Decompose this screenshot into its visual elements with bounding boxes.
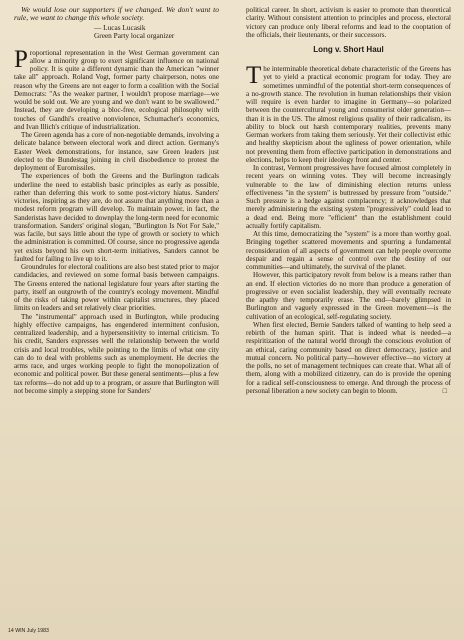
epigraph-attribution — [14, 24, 213, 41]
right-column — [246, 6, 451, 634]
paragraph-interminable-text: he interminable theoretical debate characteristic of the Greens has yet to yield a practical economic program for today. They are sometimes unmindful of the potential short-term consequences of a no-growth stance. The revolution in human relationships their vision will require is even harder to imagine in Germany—so polarized between the countercultural young and consumerist older generation—than it is in the US. The almost religious quality of their radicalism, its ability to block out harsh contemporary realities, prevents many German workers from taking them seriously. Yet their collectivist ethic and healthy skepticism about the ugliness of power orientation, while not preventing them from effective participation in demonstrations and elections, helps to keep their ideology front and center. — [246, 65, 451, 164]
paragraph-proportional-text: roportional representation in the West German government can allow a minority group to exert significant influence on national policy. It is quite a different dynamic than the American "winner take all" approach. Roland Vogt, former party chairperson, notes one reason why the Greens are not eager to form a coalition with the Social Democrats: "As the weaker partner, I wouldn't propose marriage—we would be sold out. We are young and we don't want to be swallowed." Instead, they are developing a bloc-free, ecological philosophy with touches of Gandhi's creative nonviolence, Schumacher's economics, and Ivan Illich's critique of industrialization. — [14, 48, 219, 131]
attribution-title: Green Party local organizer — [94, 31, 175, 41]
paragraph-interminable — [246, 62, 451, 164]
paragraph-however: However, this participatory revolt from below is a means rather than an end. If election victories do no more than produce a generation of progressive or even socialist leadership, they will eventually recreate the apathy they temporarily erase. The end—barely glimpsed in Burlington and vaguely expressed in the Green movement—is the cultivation of an ecological, self-regulating society. — [246, 271, 451, 321]
drop-cap-p: P — [14, 45, 28, 73]
left-column — [14, 6, 219, 631]
section-subhead: Long v. Short Haul — [313, 45, 384, 54]
paragraph-in-contrast: In contrast, Vermont progressives have focused almost completely in recent years on winning votes. They will become increasingly vulnerable to the law of diminishing election returns unless effectiveness "in the system" is buttressed by pressure from "outside." Such pressure is a hedge against complacency; it acknowledges that merely administering the existing system "progressively" could lead to a dead end. Being more "efficient" than the establishment could actually fortify capitalism. — [246, 164, 451, 230]
end-mark: □ — [442, 386, 447, 395]
drop-cap-t: T — [246, 62, 262, 89]
paragraph-when-first-elected-text: When first elected, Bernie Sanders talked of wanting to help seed a rebirth of the human spirit. That is indeed what is needed—a respiritization of the natural world through the conscious evolution of an ethical, caring community based on direct democracy, justice and mutual concern. No political party—however effective—no victory at the polls, no set of management techniques can create that. What all of them, along with a mobilized citizenry, can do is provide the opening for a radical self-consciousness to emerge. And through the process of personal liberation a new society can begin to bloom. — [246, 320, 451, 395]
epigraph-quote: We would lose our supporters if we changed. We don't want to rule, we want to change this whole society. — [14, 6, 219, 23]
paragraph-proportional — [14, 45, 219, 132]
paragraph-experiences: The experiences of both the Greens and the Burlington radicals underline the need to establish basic principles as early as possible, rather than deferring this work to some post-victory hiatus. Sanders' victories, inspiring as they are, do not assure that anything more than a modest reform program will develop. To maintain power, in fact, the Sanderistas have decided to downplay the long-term need for economic transformation. Sanders' original slogan, "Burlington Is Not For Sale," was facile, but says little about the type of growth or society to which the administration is committed. Of course, since no progressive agenda yet exists beyond his own short-term initiatives, Sanders cannot be faulted for failing to live up to it. — [14, 172, 219, 263]
paragraph-political-career: political career. In short, activism is easier to promote than theoretical clarity. Without consistent attention to principles and process, electoral victory can produce only liberal reforms and lead to the cooptation of the officials, their lieutenants, or their successors. — [246, 6, 451, 39]
paragraph-groundrules: Groundrules for electoral coalitions are also best stated prior to major candidacies, and reviewed on some formal basis between campaigns. The Greens entered the national legislature four years after starting the party, itself an outgrowth of the country's ecology movement. Mindful of the risks of taking power within capitalist structures, they placed limits on leaders and set relatively clear priorities. — [14, 263, 219, 313]
paragraph-at-this-time: At this time, democratizing the "system" is a more than worthy goal. Bringing together scattered movements and spurring a fundamental reconsideration of all aspects of government can help people overcome despair and regain a sense of control over the destiny of our communities—and ultimately, the survival of the planet. — [246, 230, 451, 271]
attribution-name: — Lucas Lucasik — [94, 22, 146, 32]
paragraph-when-first-elected — [246, 321, 451, 395]
paragraph-instrumental: The "instrumental" approach used in Burlington, while producing highly effective campaigns, has engendered intermittent confusion, centralized leadership, and a hypersensitivity to internal criticism. To his credit, Sanders expresses well the relationship between the world crisis and local troubles, while pointing to the limits of what one city can do to deal with problems such as unemployment. He decries the arms race, and urges working people to fight the monopolization of economic and political power. But these general sentiments—plus a few tax reforms—do not add up to a program, or assure that Burlington will not become simply a stepping stone for Sanders' — [14, 312, 219, 395]
paragraph-green-agenda: The Green agenda has a core of non-negotiable demands, involving a delicate balance between electoral work and direct action. Germany's Easter Week demonstrations, for instance, saw Green leaders just elected to the Bundestag joining in civil disobedience to protest the deployment of Euromissiles. — [14, 131, 219, 173]
page-footer: 14 WIN July 1983 — [8, 628, 49, 634]
